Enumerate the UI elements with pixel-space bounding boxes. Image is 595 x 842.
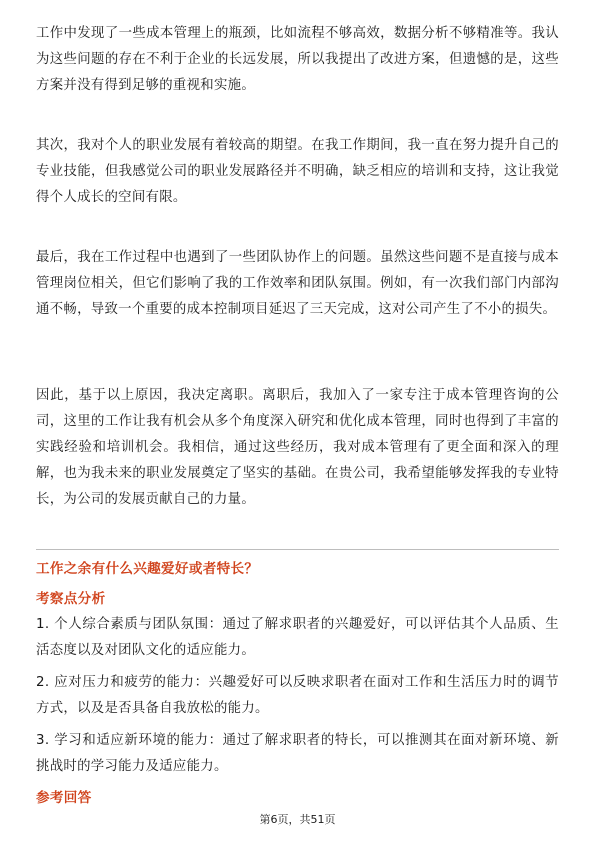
analysis-list [36,612,559,786]
answer-heading: 参考回答 [36,790,92,806]
body-paragraph: 因此，基于以上原因，我决定离职。离职后，我加入了一家专注于成本管理咨询的公司，这里的工作让我有机会从多个角度深入研究和优化成本管理，同时也得到了丰富的实践经验和培训机会。我相信，通过这些经历，我对成本管理有了更全面和深入的理解，也为我未来的职业发展奠定了坚实的基础。在贵公司，我希望能够发挥我的专业特长，为公司的发展贡献自己的力量。 [36,388,559,507]
analysis-point: 2. 应对压力和疲劳的能力：兴趣爱好可以反映求职者在面对工作和生活压力时的调节方式，以及是否具备自我放松的能力。 [36,675,559,716]
analysis-point: 3. 学习和适应新环境的能力：通过了解求职者的特长，可以推测其在面对新环境、新挑战时的学习能力及适应能力。 [36,733,559,774]
page-number: 第6页，共51页 [259,813,336,826]
body-paragraph: 其次，我对个人的职业发展有着较高的期望。在我工作期间，我一直在努力提升自己的专业技能，但我感觉公司的职业发展路径并不明确，缺乏相应的培训和支持，这让我觉得个人成长的空间有限。 [36,138,559,205]
analysis-point: 1. 个人综合素质与团队氛围：通过了解求职者的兴趣爱好，可以评估其个人品质、生活态度以及对团队文化的适应能力。 [36,617,559,658]
section-divider [36,549,559,550]
body-paragraph: 工作中发现了一些成本管理上的瓶颈，比如流程不够高效，数据分析不够精准等。我认为这些问题的存在不利于企业的长远发展，所以我提出了改进方案，但遗憾的是，这些方案并没有得到足够的重视和实施。 [36,26,559,93]
interview-question: 工作之余有什么兴趣爱好或者特长？ [36,561,259,577]
analysis-heading: 考察点分析 [36,591,106,607]
body-paragraph: 最后，我在工作过程中也遇到了一些团队协作上的问题。虽然这些问题不是直接与成本管理岗位相关，但它们影响了我的工作效率和团队氛围。例如，有一次我们部门内部沟通不畅，导致一个重要的成本控制项目延迟了三天完成，这对公司产生了不小的损失。 [36,250,559,317]
